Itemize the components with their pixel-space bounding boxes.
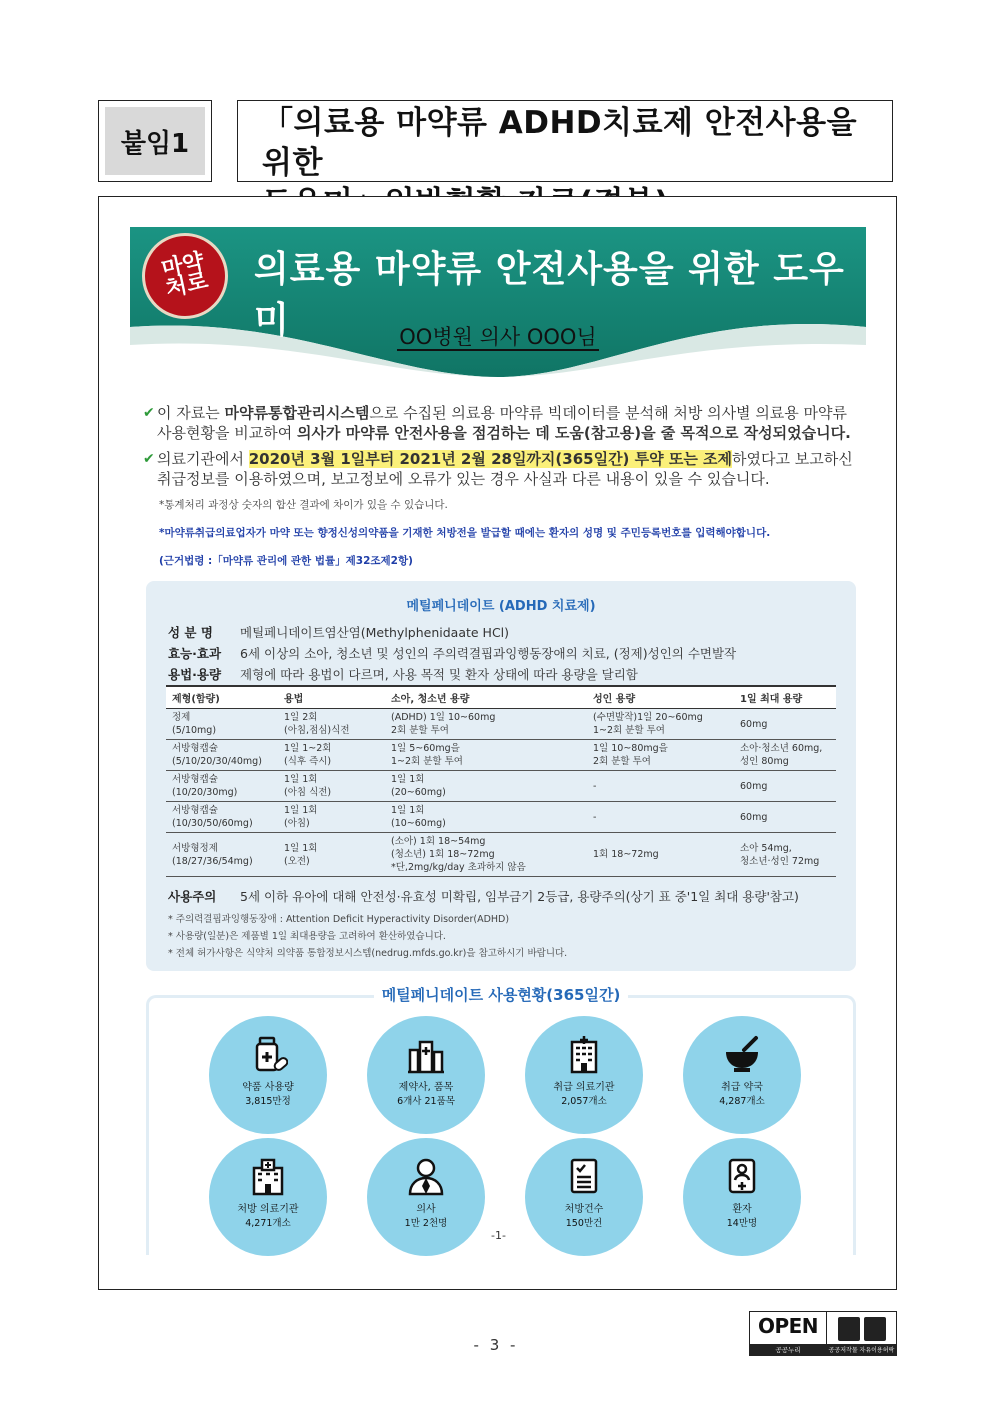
- checklist-icon: [564, 1156, 604, 1196]
- table-row: [166, 740, 836, 771]
- doctor-icon: [406, 1156, 446, 1196]
- caution-value: 5세 이하 유아에 대해 안전성·유효성 미확립, 임부금기 2등급, 용량주의(상기 표 중'1일 최대 용량'참고): [240, 889, 799, 904]
- table-cell: 서방형캡슐 (5/10/20/30/40mg): [166, 740, 278, 771]
- table-cell: 1일 1회 (아침 식전): [278, 771, 385, 802]
- bullet-item: [143, 403, 863, 443]
- usage-title: 메틸페니데이트 사용현황(365일간): [374, 986, 629, 1004]
- table-header-cell: 제형(함량): [166, 686, 278, 709]
- factory-icon: [406, 1034, 446, 1074]
- patient-card-icon: [722, 1156, 762, 1196]
- medicine-bottle-icon: [248, 1034, 288, 1074]
- ingredient-row: [168, 623, 509, 641]
- usage-stat-item: [367, 1016, 485, 1134]
- table-cell: 1일 1회 (10~60mg): [385, 802, 587, 833]
- effect-row: [168, 644, 736, 662]
- attachment-tag-label: 붙임1: [105, 107, 205, 175]
- bullet2-text-pre: 의료기관에서: [157, 450, 249, 468]
- legal-basis-note: (근거법령 :「마약류 관리에 관한 법률」제32조제2항): [159, 555, 413, 567]
- bullet2-text-post: 하였다고 보고하신 취급정보를 이용하였으며, 보고정보에 오류가 있는 경우 사실과 다른 내용이 있을 수 있습니다.: [157, 450, 853, 488]
- usage-stat-item: [209, 1138, 327, 1256]
- open-label: OPEN: [757, 1314, 819, 1338]
- mortar-pestle-icon: [722, 1034, 762, 1074]
- usage-stat-label: 취급 의료기관: [553, 1082, 615, 1093]
- banner-subtitle-row: [130, 321, 866, 351]
- table-cell: -: [587, 802, 734, 833]
- table-cell: 60mg: [734, 771, 836, 802]
- banner-subtitle: OO병원 의사 OOO님: [399, 325, 597, 349]
- bullet2-highlight: 2020년 3월 1일부터 2021년 2월 28일까지(365일간) 투약 또는 조제: [248, 450, 733, 468]
- table-cell: 1일 1회 (20~60mg): [385, 771, 587, 802]
- usage-stat-item: [525, 1016, 643, 1134]
- usage-stat-label: 처방건수: [564, 1204, 604, 1215]
- drug-info-panel: [146, 581, 856, 971]
- caution-row: [168, 887, 799, 905]
- bullet1-bold2: 의사가 마약류 안전사용을 점검하는 데 도움(참고용)을 줄 목적으로 작성되었습니다.: [296, 424, 851, 442]
- usage-stat-item: [683, 1138, 801, 1256]
- table-cell: 서방형캡슐 (10/20/30mg): [166, 771, 278, 802]
- table-cell: 1일 10~80mg을 2회 분할 투여: [587, 740, 734, 771]
- table-row: [166, 833, 836, 877]
- banner-title: 의료용 마약류 안전사용을 위한 도우미: [254, 249, 845, 341]
- usage-stat-value: 6개사 21품목: [397, 1096, 455, 1107]
- inner-page-number: -1-: [491, 1229, 506, 1242]
- table-header-cell: 1일 최대 용량: [734, 686, 836, 709]
- usage-stat-label: 약품 사용량: [242, 1082, 294, 1093]
- usage-stat-item: [683, 1016, 801, 1134]
- effect-value: 6세 이상의 소아, 청소년 및 성인의 주의력결핍과잉행동장애의 치료, (정제)성인의 수면발작: [240, 646, 737, 661]
- table-cell: 1일 1~2회 (식후 즉시): [278, 740, 385, 771]
- clinic-icon: [248, 1156, 288, 1196]
- table-cell: 서방형정제 (18/27/36/54mg): [166, 833, 278, 877]
- table-cell: -: [587, 771, 734, 802]
- usage-stat-label: 처방 의료기관: [237, 1204, 299, 1215]
- caution-label: 사용주의: [168, 889, 217, 904]
- dosage-table-header: [166, 686, 836, 709]
- usage-stat-value: 4,271개소: [245, 1218, 291, 1229]
- usage-stat-value: 14만명: [726, 1218, 758, 1229]
- bullet-item: [143, 449, 863, 489]
- panel-footnote: * 주의력결핍과잉행동장애 : Attention Deficit Hyperactivity Disorder(ADHD): [168, 914, 510, 925]
- page-title-line1: 「의료용 마약류 ADHD치료제 안전사용을 위한: [262, 105, 858, 181]
- table-cell: (수면발작)1일 20~60mg 1~2회 분할 투여: [587, 709, 734, 740]
- license-icon-group: [838, 1317, 886, 1341]
- table-cell: 1일 5~60mg을 1~2회 분할 투여: [385, 740, 587, 771]
- page-number: - 3 -: [473, 1336, 519, 1354]
- drug-info-title: 메틸페니데이트 (ADHD 치료제): [406, 599, 596, 614]
- usage-stat-label: 제약사, 품목: [398, 1082, 454, 1093]
- open-logo: [750, 1312, 827, 1355]
- logo-text: 마약 처로: [159, 249, 211, 302]
- dosage-row: [168, 665, 638, 683]
- statistics-note: *통계처리 과정상 숫자의 합산 결과에 차이가 있을 수 있습니다.: [159, 499, 448, 511]
- usage-stat-label: 취급 약국: [721, 1082, 763, 1093]
- usage-stat-value: 2,057개소: [561, 1096, 607, 1107]
- usage-stat-label: 환자: [732, 1204, 752, 1215]
- attribution-icon: [838, 1317, 860, 1341]
- usage-stat-value: 150만건: [565, 1218, 603, 1229]
- ingredient-label: 성 분 명: [168, 625, 213, 640]
- bullet1-bold1: 마약류통합관리시스템: [224, 404, 370, 422]
- panel-footnote: * 전체 허가사항은 식약처 의약품 통합정보시스템(nedrug.mfds.go.kr)을 참고하시기 바랍니다.: [168, 948, 568, 959]
- open-sub-label: 공공누리: [750, 1344, 826, 1355]
- dosage-value: 제형에 따라 용법이 다르며, 사용 목적 및 환자 상태에 따라 용량을 달리함: [240, 667, 638, 682]
- open-license-badge: [749, 1311, 897, 1356]
- usage-section: [146, 986, 856, 1255]
- table-row: [166, 709, 836, 740]
- effect-label: 효능·효과: [168, 646, 222, 661]
- usage-stat-value: 1만 2천명: [404, 1218, 448, 1229]
- usage-title-row: [149, 984, 853, 1005]
- prescription-note: *마약류취급의료업자가 마약 또는 향정신성의약품을 기재한 처방전을 발급할 때에는 환자의 성명 및 주민등록번호를 입력해야합니다.: [159, 527, 771, 539]
- ingredient-value: 메틸페니데이트염산염(Methylphenidaate HCl): [240, 625, 510, 640]
- usage-stat-value: 3,815만정: [245, 1096, 291, 1107]
- page-title: [237, 100, 893, 182]
- usage-stat-item: [209, 1016, 327, 1134]
- intro-bullets: [143, 403, 863, 571]
- license-icons: [827, 1312, 896, 1355]
- table-cell: (ADHD) 1일 10~60mg 2회 분할 투여: [385, 709, 587, 740]
- table-row: [166, 802, 836, 833]
- table-cell: (소아) 1회 18~54mg (청소년) 1회 18~72mg *단,2mg/kg/day 초과하지 않음: [385, 833, 587, 877]
- panel-footnote: * 사용량(일분)은 제품별 1일 최대용량을 고려하여 환산하였습니다.: [168, 931, 446, 942]
- bullet1-text-mid: 으로 수집된 의료용 마약류 빅데이터를 분석해 처방 의사별 의료용 마약류 사용현황을 비교하여: [157, 404, 848, 442]
- table-row: [166, 771, 836, 802]
- usage-stat-item: [525, 1138, 643, 1256]
- usage-stat-value: 4,287개소: [719, 1096, 765, 1107]
- table-cell: 소아 54mg, 청소년·성인 72mg: [734, 833, 836, 877]
- hospital-building-icon: [564, 1034, 604, 1074]
- usage-stat-item: [367, 1138, 485, 1256]
- dosage-label: 용법·용량: [168, 667, 222, 682]
- noncommercial-icon: [864, 1317, 886, 1341]
- license-sub-label: 공공저작물 자유이용허락: [827, 1344, 896, 1355]
- bullet1-text-pre: 이 자료는: [157, 404, 225, 422]
- sample-document-frame: [98, 196, 897, 1290]
- table-cell: 60mg: [734, 709, 836, 740]
- check-icon: ✔: [143, 405, 155, 421]
- table-cell: 1일 1회 (아침): [278, 802, 385, 833]
- table-cell: 1일 2회 (아침,점심)식전: [278, 709, 385, 740]
- table-header-cell: 용법: [278, 686, 385, 709]
- table-cell: 정제 (5/10mg): [166, 709, 278, 740]
- check-icon: ✔: [143, 451, 155, 467]
- table-cell: 60mg: [734, 802, 836, 833]
- banner: [130, 227, 866, 377]
- attachment-tag: [98, 100, 212, 182]
- dosage-table: [166, 685, 836, 877]
- table-header-cell: 소아, 청소년 용량: [385, 686, 587, 709]
- table-header-cell: 성인 용량: [587, 686, 734, 709]
- table-cell: 1일 1회 (오전): [278, 833, 385, 877]
- usage-stat-label: 의사: [416, 1204, 436, 1215]
- table-cell: 서방형캡슐 (10/30/50/60mg): [166, 802, 278, 833]
- table-cell: 소아·청소년 60mg, 성인 80mg: [734, 740, 836, 771]
- table-cell: 1회 18~72mg: [587, 833, 734, 877]
